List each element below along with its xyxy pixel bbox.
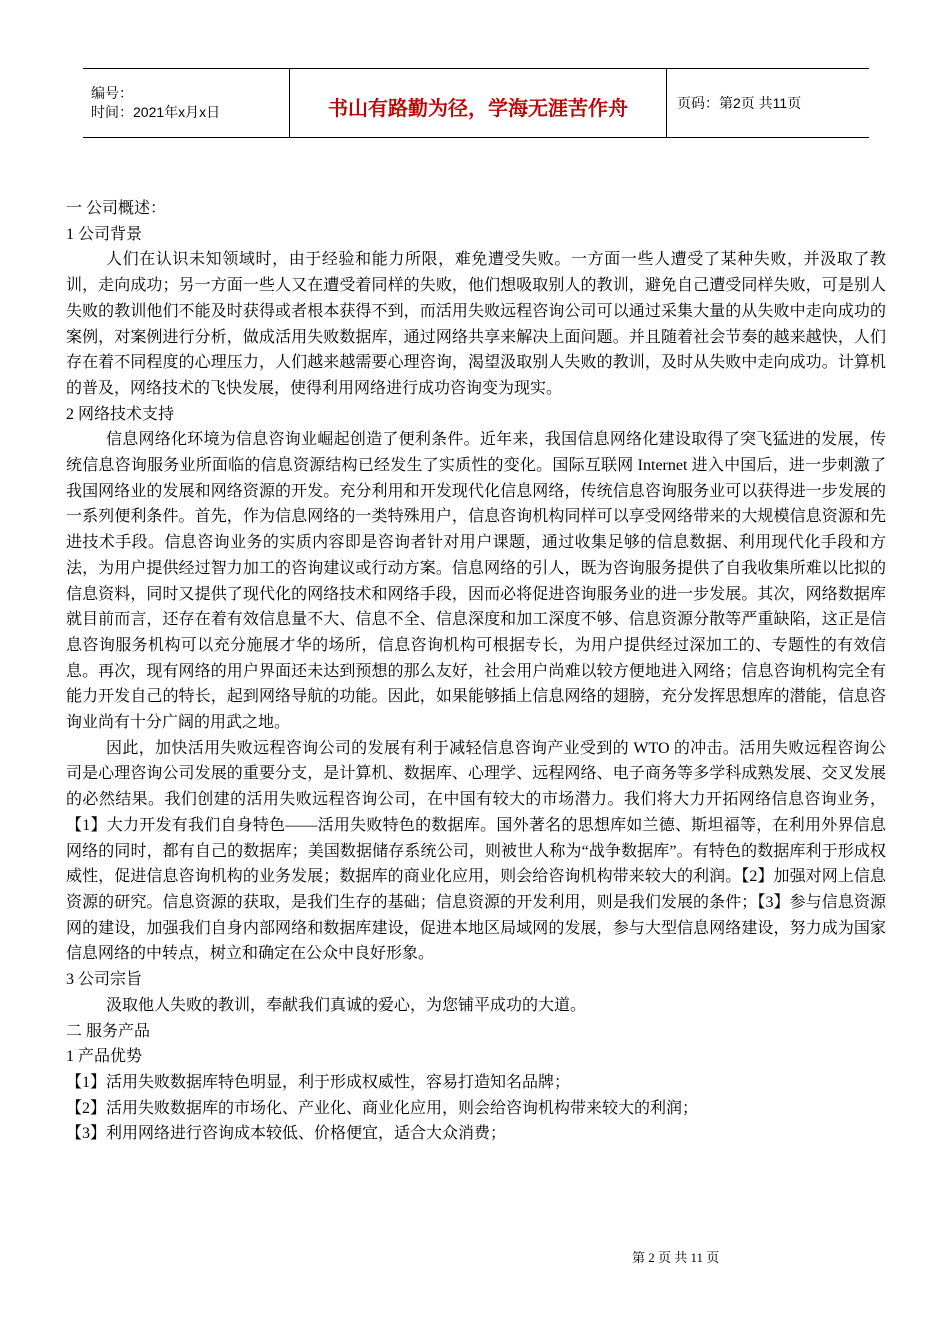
subsection-heading: 1 产品优势 [66,1048,143,1066]
body-paragraph: 汲取他人失败的教训，奉献我们真诚的爱心，为您铺平成功的大道。 [106,996,587,1014]
section-heading: 二 服务产品 [66,1022,151,1040]
subsection-heading: 3 公司宗旨 [66,971,143,989]
header-meta [83,69,290,138]
list-item: 【2】活用失败数据库的市场化、产业化、商业化应用，则会给咨询机构带来较大的利润； [66,1099,699,1117]
subsection-heading: 2 网络技术支持 [66,405,175,423]
body-paragraph: 信息网络化环境为信息咨询业崛起创造了便利条件。近年来，我国信息网络化建设取得了突飞猛进的发展，传统信息咨询服务业所面临的信息资源结构已经发生了实质性的变化。国际互联网 Internet 进入中国后，进一步刺激了我国网络业的发展和网络资源的开发。充分利用和开发现代化信息网络，传统信息咨询服务业可以获得进一步发展的一系列便利条件。首先，作为信息网络的一类特殊用户，信息咨询机构同样可以享受网络带来的大规模信息资源和先进技术手段。信息咨询业务的实质内容即是咨询者针对用户课题，通过收集足够的信息数据、利用现代化手段和方法，为用户提供经过智力加工的咨询建议或行动方案。信息网络的引人，既为咨询服务提供了自我收集所难以比拟的信息资料，同时又提供了现代化的网络技术和网络手段，因而必将促进咨询服务业的进一步发展。其次，网络数据库就目前而言，还存在着有效信息量不大、信息不全、信息深度和加工深度不够、信息资源分散等严重缺陷，这正是信息咨询服务机构可以充分施展才华的场所，信息咨询机构可根据专长，为用户提供经过深加工的、专题性的有效信息。再次，现有网络的用户界面还未达到预想的那么友好，社会用户尚难以较方便地进入网络；信息咨询机构完全有能力开发自己的特长，起到网络导航的功能。因此，如果能够插上信息网络的翅膀，充分发挥思想库的潜能，信息咨询业尚有十分广阔的用武之地。 [66,431,886,732]
document-header [83,68,869,138]
document-body [66,196,886,1147]
header-page-label: 页码：第2页 共11页 [667,69,870,138]
header-motto: 书山有路勤为径，学海无涯苦作舟 [290,69,667,138]
document-time-label: 时间：2021年x月x日 [91,104,221,120]
page-footer: 第 2 页 共 11 页 [632,1250,720,1265]
section-heading: 一 公司概述： [66,200,167,217]
body-paragraph: 因此，加快活用失败远程咨询公司的发展有利于减轻信息咨询产业受到的 WTO 的冲击。活用失败远程咨询公司是心理咨询公司发展的重要分支，是计算机、数据库、心理学、远程网络、电子商务等多学科成熟发展、交叉发展的必然结果。我们创建的活用失败远程咨询公司，在中国有较大的市场潜力。我们将大力开拓网络信息咨询业务，【1】大力开发有我们自身特色——活用失败特色的数据库。国外著名的思想库如兰德、斯坦福等，在利用外界信息网络的同时，都有自己的数据库；美国数据储存系统公司，则被世人称为“战争数据库”。有特色的数据库利于形成权威性，促进信息咨询机构的业务发展；数据库的商业化应用，则会给咨询机构带来较大的利润。【2】加强对网上信息资源的研究。信息资源的获取，是我们生存的基础；信息资源的开发利用，则是我们发展的条件；【3】参与信息资源网的建设，加强我们自身内部网络和数据库建设，促进本地区局域网的发展，参与大型信息网络建设，努力成为国家信息网络的中转点，树立和确定在公众中良好形象。 [66,739,886,963]
list-item: 【1】活用失败数据库特色明显，利于形成权威性，容易打造知名品牌； [66,1073,571,1091]
document-number-label: 编号： [91,85,133,101]
body-paragraph: 人们在认识未知领域时，由于经验和能力所限，难免遭受失败。一方面一些人遭受了某种失败，并汲取了教训，走向成功；另一方面一些人又在遭受着同样的失败，他们想吸取别人的教训，避免自己遭受同样失败，可是别人失败的教训他们不能及时获得或者根本获得不到，而活用失败远程咨询公司可以通过采集大量的从失败中走向成功的案例，对案例进行分析，做成活用失败数据库，通过网络共享来解决上面问题。并且随着社会节奏的越来越快，人们存在着不同程度的心理压力，人们越来越需要心理咨询，渴望汲取别人失败的教训，及时从失败中走向成功。计算机的普及，网络技术的飞快发展，使得利用网络进行成功咨询变为现实。 [66,251,886,397]
list-item: 【3】利用网络进行咨询成本较低、价格便宜，适合大众消费； [66,1125,507,1143]
subsection-heading: 1 公司背景 [66,225,143,243]
